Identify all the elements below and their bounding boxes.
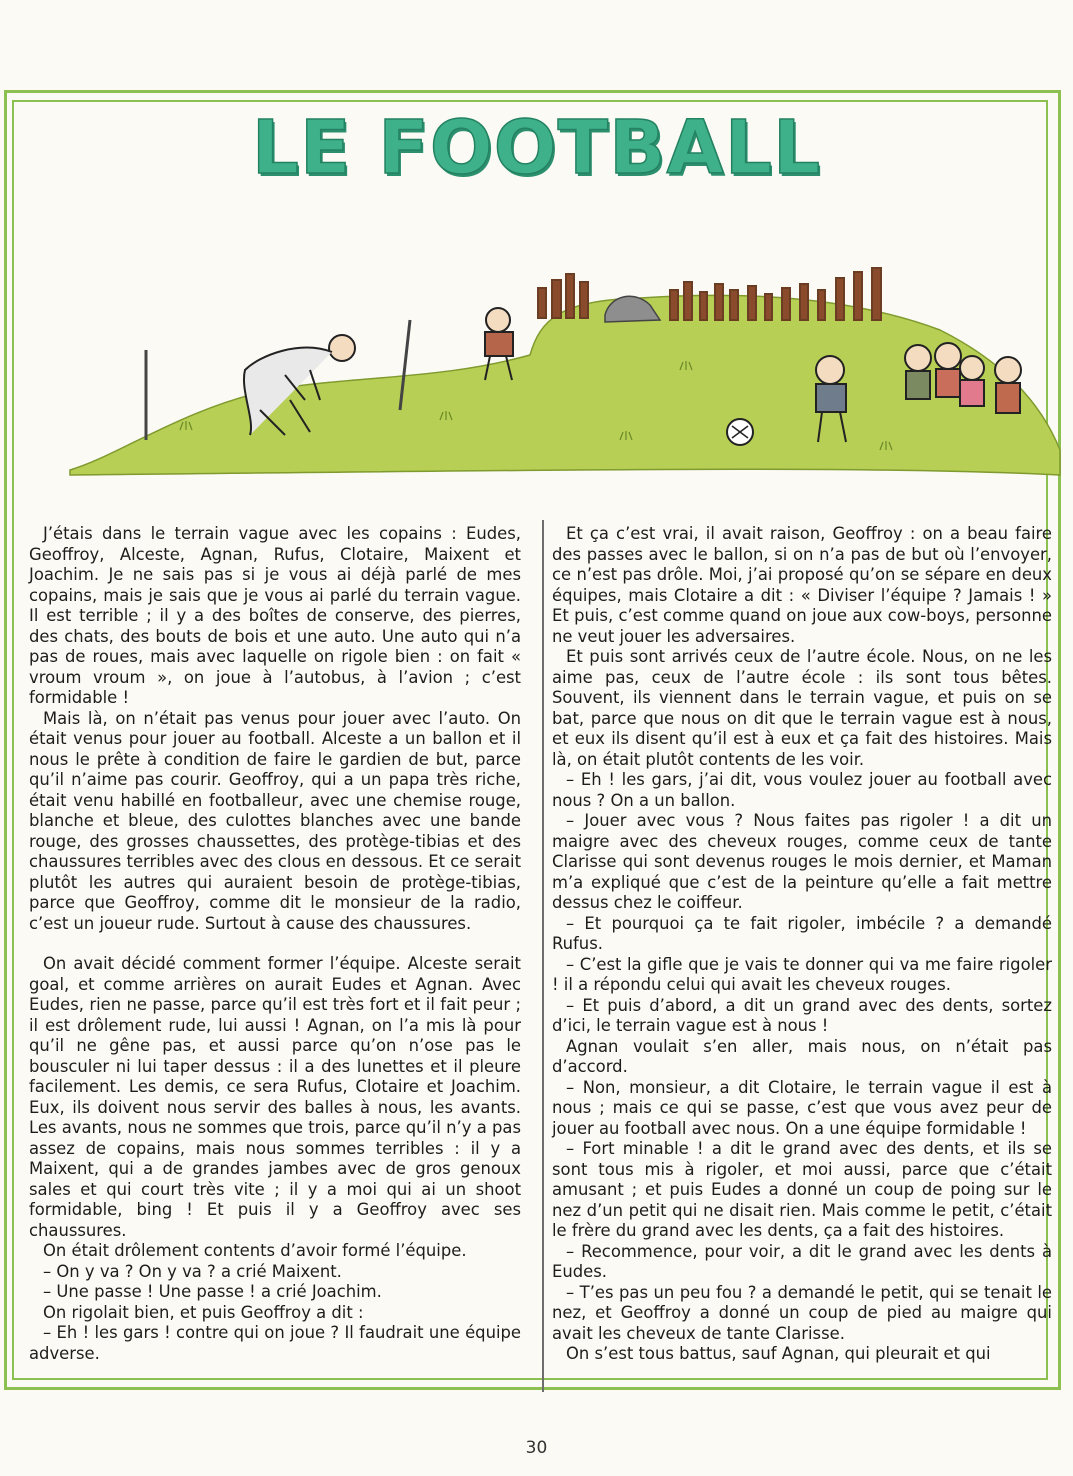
paragraph: – Et pourquoi ça te fait rigoler, imbécile ? a demandé Rufus. (552, 913, 1052, 953)
chapter-title: LE FOOTBALL (251, 105, 822, 191)
paragraph: – Non, monsieur, a dit Clotaire, le terrain vague il est à nous ; mais ce qui se passe, c’est que vous avez peur de jouer au football avec nous. On a une équipe formidable ! (552, 1077, 1052, 1138)
paragraph: – C’est la gifle que je vais te donner qui va me faire rigoler ! il a répondu celui qui avait les cheveux rouges. (552, 954, 1052, 994)
paragraph: Et ça c’est vrai, il avait raison, Geoffroy : on a beau faire des passes avec le ballon, si on n’a pas de but où l’envoyer, ce n’est pas drôle. Moi, j’ai proposé qu’on se sépare en deux équipes, mais Clotaire a dit : « Diviser l’équipe ? Jamais ! » Et puis, c’est comme quand on joue aux cow-boys, personne ne veut jouer les adversaires. (552, 524, 1052, 646)
page-number: 30 (525, 1438, 548, 1458)
paragraph: – On y va ? On y va ? a crié Maixent. (43, 1261, 342, 1281)
paragraph: J’étais dans le terrain vague avec les copains : Eudes, Geoffroy, Alceste, Agnan, Rufus, Clotaire, Maixent et Joachim. Je ne sais pas si je vous ai déjà parlé de mes copains, mais je sais que je vous ai parlé du terrain vague. Il est terrible ; il y a des boîtes de conserve, des pierres, des chats, des bouts de bois et une auto. Une auto qui n’a pas de roues, mais avec laquelle on rigole bien : on fait « vroum vroum », on joue à l’autobus, à l’avion ; c’est formidable ! (29, 524, 521, 707)
paragraph: Et puis sont arrivés ceux de l’autre école. Nous, on ne les aime pas, ceux de l’autre école : ils sont tous bêtes. Souvent, ils viennent dans le terrain vague, et puis on se bat, parce que nous on dit que le terrain vague est à nous, et eux ils disent qu’il est à eux et ça fait des histoires. Mais là, on était plutôt contents de les voir. (552, 647, 1052, 769)
text-column-right (552, 524, 1052, 1365)
paragraph: – Une passe ! Une passe ! a crié Joachim. (43, 1282, 382, 1301)
paragraph: – Et puis d’abord, a dit un grand avec des dents, sortez d’ici, le terrain vague est à nous ! (552, 995, 1052, 1035)
paragraph: On s’est tous battus, sauf Agnan, qui pleurait et qui (566, 1344, 991, 1363)
paragraph: Mais là, on n’était pas venus pour jouer avec l’auto. On était venus pour jouer au football. Alceste a un ballon et il nous le prête à condition de faire le gardien de but, parce qu’il n’aime pas courir. Geoffroy, qui a un papa très riche, était venu habillé en footballeur, avec une chemise rouge, blanche et bleue, des culottes blanches avec une bande rouge, des grosses chaussettes, des protège-tibias et des chaussures terribles avec des clous en dessous. Et ce serait plutôt les autres qui auraient besoin de protège-tibias, parce que Geoffroy, comme dit le monsieur de la radio, c’est un joueur rude. Surtout à cause des chaussures. (29, 708, 521, 933)
paragraph: – Eh ! les gars, j’ai dit, vous voulez jouer au football avec nous ? On a un ballon. (552, 770, 1052, 810)
paragraph: Agnan voulait s’en aller, mais nous, on n’était pas d’accord. (552, 1036, 1052, 1076)
column-divider (542, 520, 544, 1392)
text-column-left (29, 524, 521, 1364)
paragraph: – Fort minable ! a dit le grand avec des dents, et ils se sont tous mis à rigoler, et moi aussi, parce que c’était amusant ; et puis Eudes a donné un coup de poing sur le nez d’un petit qui ne disait rien. Mais comme le petit, c’était le frère du grand avec les dents, ça a fait des histoires. (552, 1139, 1052, 1240)
paragraph: On rigolait bien, et puis Geoffroy a dit : (43, 1302, 364, 1322)
paragraph: – Jouer avec vous ? Nous faites pas rigoler ! a dit un maigre avec des cheveux rouges, comme ceux de tante Clarisse qui sont devenus rouges le mois dernier, et Maman m’a expliqué que c’est de la peinture qu’elle a fait mettre dessus chez le coiffeur. (552, 811, 1052, 912)
paragraph: – Eh ! les gars ! contre qui on joue ? Il faudrait une équipe adverse. (29, 1323, 521, 1363)
paragraph: On avait décidé comment former l’équipe. Alceste serait goal, et comme arrières on aurait Eudes et Agnan. Avec Eudes, rien ne passe, parce qu’il est très fort et il fait peur ; il est drôlement rude, lui aussi ! Agnan, on l’a mis là pour qu’il ne gêne pas, et aussi parce qu’on n’ose pas le bousculer ni lui taper dessus : il a des lunettes et il pleure facilement. Les demis, ce sera Rufus, Clotaire et Joachim. Eux, ils doivent nous servir des balles à nous, les avants. Les avants, nous ne sommes que trois, parce qu’il n’y a pas assez de copains, mais nous sommes terribles : il y a Maixent, qui a de grandes jambes avec de gros genoux sales et qui court très vite ; il y a moi qui ai un shoot formidable, bing ! Et puis il y a Geoffroy avec ses chaussures. (29, 954, 521, 1240)
paragraph: – Recommence, pour voir, a dit le grand avec les dents à Eudes. (552, 1241, 1052, 1281)
football-ball (727, 419, 753, 445)
football-field-illustration (60, 260, 1070, 500)
paragraph: On était drôlement contents d’avoir formé l’équipe. (43, 1241, 467, 1260)
paragraph: – T’es pas un peu fou ? a demandé le petit, qui se tenait le nez, et Geoffroy a donné un coup de pied au maigre qui avait les cheveux de tante Clarisse. (552, 1282, 1052, 1343)
